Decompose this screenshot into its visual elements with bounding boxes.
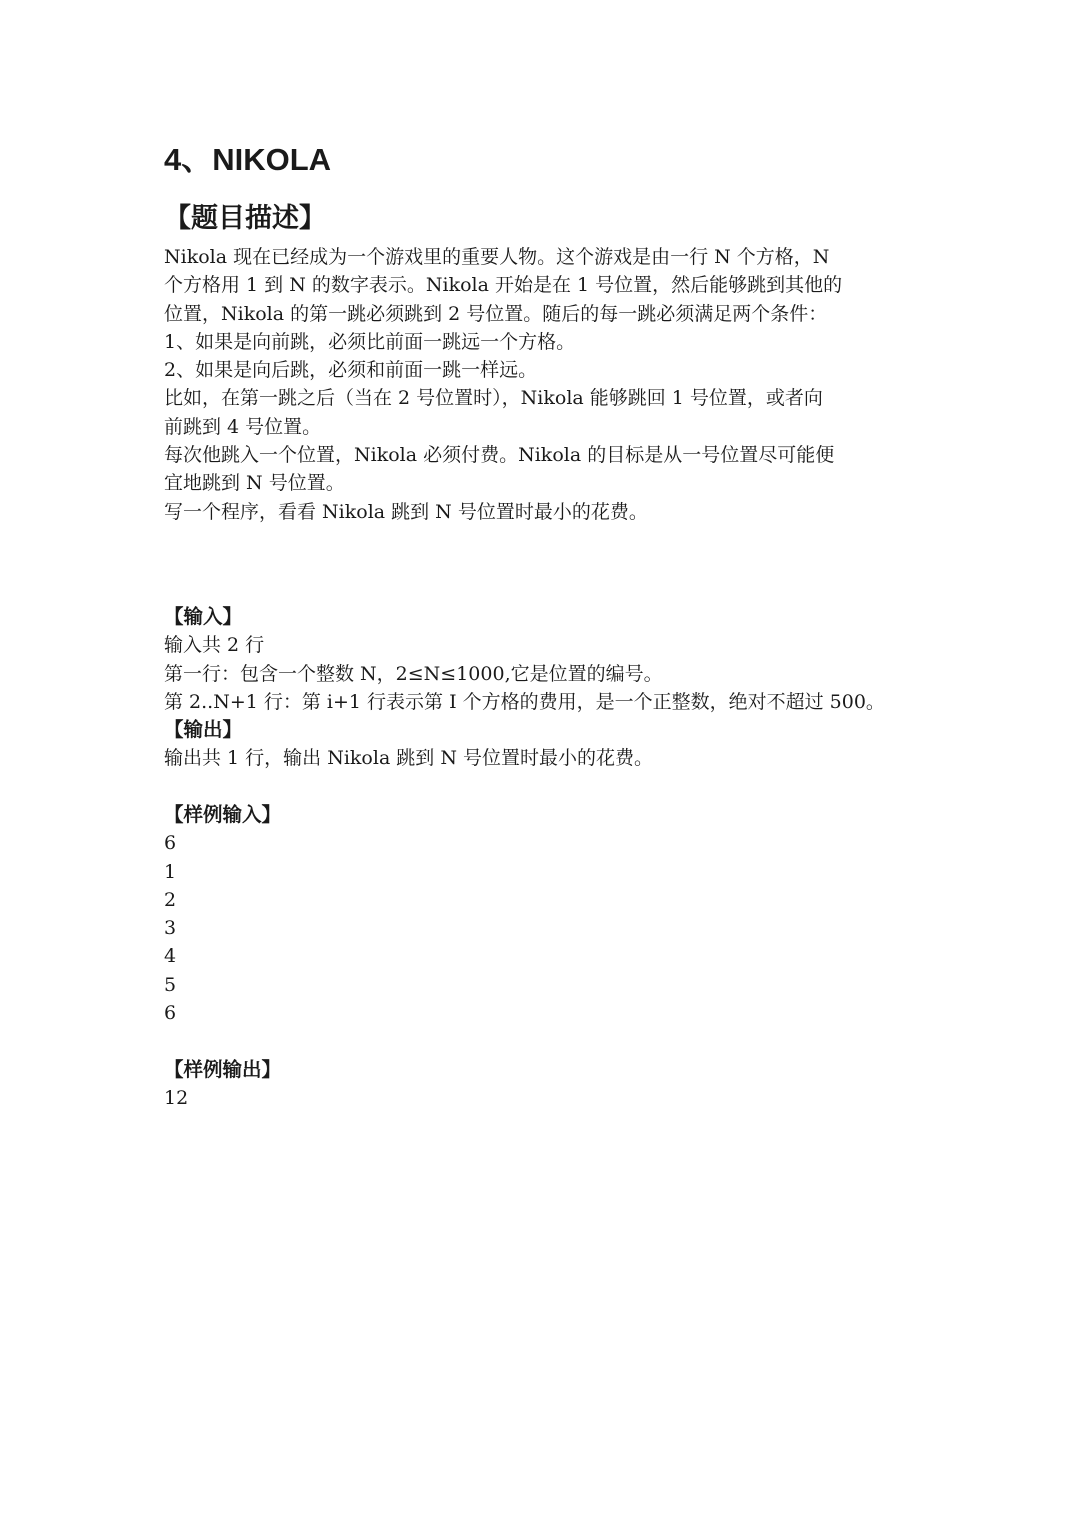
input-section: [164, 603, 944, 773]
description-line: 每次他跳入一个位置，Nikola 必须付费。Nikola 的目标是从一号位置尽可能便: [164, 444, 835, 467]
sample-input-heading: 【样例输入】: [164, 803, 282, 826]
sample-input-line: 3: [164, 917, 177, 940]
sample-input-line: 6: [164, 1002, 177, 1025]
description-line: 比如，在第一跳之后（当在 2 号位置时），Nikola 能够跳回 1 号位置，或者向: [164, 387, 823, 410]
description-line: 2、如果是向后跳，必须和前面一跳一样远。: [164, 359, 538, 382]
input-line: 第一行：包含一个整数 N，2≤N≤1000,它是位置的编号。: [164, 662, 663, 685]
sample-output-section: [164, 1056, 944, 1113]
problem-title: 4、NIKOLA: [164, 142, 332, 177]
description-line: 个方格用 1 到 N 的数字表示。Nikola 开始是在 1 号位置，然后能够跳到其他的: [164, 274, 843, 297]
sample-input-line: 6: [164, 832, 177, 855]
description-line: Nikola 现在已经成为一个游戏里的重要人物。这个游戏是由一行 N 个方格，N: [164, 246, 830, 268]
sample-input-section: [164, 801, 944, 1027]
input-heading: 【输入】: [164, 605, 243, 628]
description-line: 1、如果是向前跳，必须比前面一跳远一个方格。: [164, 330, 576, 353]
description-heading: 【题目描述】: [164, 203, 326, 234]
sample-input-line: 2: [164, 888, 177, 911]
description-line: 写一个程序，看看 Nikola 跳到 N 号位置时最小的花费。: [164, 500, 648, 523]
description-line: 宜地跳到 N 号位置。: [164, 472, 345, 495]
description-body: [164, 243, 944, 526]
input-line: 第 2..N+1 行：第 i+1 行表示第 I 个方格的费用，是一个正整数，绝对不超过 500。: [164, 690, 885, 713]
output-heading: 【输出】: [164, 718, 243, 742]
sample-input-line: 1: [164, 860, 177, 883]
sample-input-line: 4: [164, 945, 177, 968]
sample-output-line: 12: [164, 1087, 189, 1110]
description-line: 前跳到 4 号位置。: [164, 415, 322, 438]
input-line: 输入共 2 行: [164, 634, 265, 657]
sample-input-line: 5: [164, 973, 177, 996]
output-line: 输出共 1 行，输出 Nikola 跳到 N 号位置时最小的花费。: [164, 747, 654, 770]
sample-output-heading: 【样例输出】: [164, 1058, 282, 1081]
description-line: 位置，Nikola 的第一跳必须跳到 2 号位置。随后的每一跳必须满足两个条件：: [164, 302, 828, 325]
